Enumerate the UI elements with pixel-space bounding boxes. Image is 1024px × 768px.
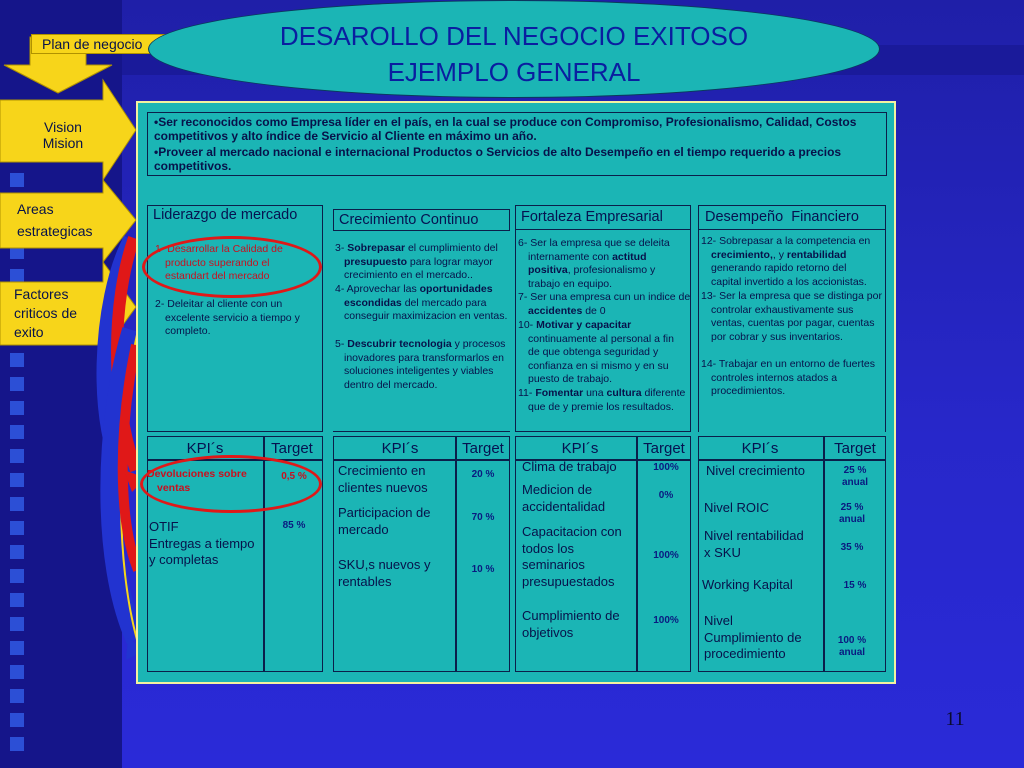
kpi-working-kapital: Working Kapital xyxy=(702,577,793,592)
bullet-2: •Proveer al mercado nacional e internacional Productos o Servicios de alto Desempeño en el tiempo requerido a precios competitivos. xyxy=(154,145,842,173)
factor-7: 7- Ser una empresa cun un indice de accidentes de 0 xyxy=(518,291,691,317)
kpi-participacion: Participacion de mercado xyxy=(338,505,431,537)
factor-14: 14- Trabajar en un entorno de fuertes controles internos atados a procedimientos. xyxy=(701,358,875,398)
target-otif: 85 % xyxy=(282,520,306,531)
factor-11: 11- Fomentar una cultura diferente que de y premie los resultados. xyxy=(518,387,686,413)
kpi-hline-2 xyxy=(333,459,510,461)
target-header-1: Target xyxy=(271,440,313,457)
kpi-crecimiento-clientes: Crecimiento en clientes nuevos xyxy=(338,463,428,495)
factor-12: 12- Sobrepasar a la competencia en crecimiento,, y rentabilidad generando rapido retorno del capital invertido a los accionistas. xyxy=(701,235,871,288)
kpi-nivel-roic: Nivel ROIC xyxy=(704,500,770,515)
page-title xyxy=(148,18,880,90)
kpi-hline-4 xyxy=(698,459,886,461)
kpi-header-2: KPI´s xyxy=(381,440,419,457)
areas-estrategicas-label: Areas estrategicas xyxy=(17,201,93,239)
factor-10: 10- Motivar y capacitar continuamente al personal a fin de que obtenga seguridad y confianza en si mismo y en su puesto de trabajo. xyxy=(518,319,674,386)
factor-5: 5- Descubrir tecnologia y procesos inovadores para transformarlos en soluciones inteligentes y viables dentro del mercado. xyxy=(335,338,506,391)
area-header-desempeno: Desempeño Financiero xyxy=(705,209,859,225)
kpi-clima: Clima de trabajo xyxy=(522,459,617,474)
kpi-cumplimiento-objetivos: Cumplimiento de objetivos xyxy=(522,608,620,640)
target-crecimiento-clientes: 20 % xyxy=(471,469,495,480)
area-header-crecimiento: Crecimiento Continuo xyxy=(339,212,479,228)
factor-1: 1- Desarrollar la Calidad de producto superando el estandart del mercado xyxy=(155,243,283,283)
factor-13: 13- Ser la empresa que se distinga por controlar exhaustivamente sus ventas, cuentas por pagar, cuentas por cobrar y sus inventarios. xyxy=(701,290,882,343)
target-devoluciones: 0,5 % xyxy=(281,471,307,482)
kpi-nivel-cumplimiento: Nivel Cumplimiento de procedimiento xyxy=(704,613,802,661)
target-nivel-rentabilidad: 35 % xyxy=(840,542,864,553)
area-header-fortaleza: Fortaleza Empresarial xyxy=(521,209,663,225)
target-sku-nuevos: 10 % xyxy=(471,564,495,575)
target-nivel-cumplimiento: 100 % anual xyxy=(837,635,867,658)
area-header-liderazgo: Liderazgo de mercado xyxy=(153,207,298,223)
bullet-1: •Ser reconocidos como Empresa líder en el país, en la cual se produce con Compromiso, Profesionalismo, Calidad, Costos competitivos y alto índice de Servicio al Cliente en máximo un año. xyxy=(154,115,857,143)
target-nivel-roic: 25 % anual xyxy=(838,502,866,525)
kpi-header-3: KPI´s xyxy=(561,440,599,457)
kpi-otif: OTIF Entregas a tiempo y completas xyxy=(149,519,255,567)
title-line-1: DESAROLLO DEL NEGOCIO EXITOSO xyxy=(279,21,749,51)
kpi-header-1: KPI´s xyxy=(186,440,224,457)
target-nivel-crecimiento: 25 % anual xyxy=(841,465,869,488)
kpi-devoluciones: Devoluciones sobre ventas xyxy=(147,468,247,494)
factor-4: 4- Aprovechar las oportunidades escondidas del mercado para conseguir maximizacion en ventas. xyxy=(335,283,508,323)
target-clima: 100% xyxy=(653,462,679,473)
vision-statement-box xyxy=(147,112,887,176)
highlight-circle-2 xyxy=(140,455,322,513)
kpi-nivel-crecimiento: Nivel crecimiento xyxy=(706,463,805,478)
target-capacitacion: 100% xyxy=(653,550,679,561)
page-number: 11 xyxy=(945,708,965,730)
target-working-kapital: 15 % xyxy=(843,580,867,591)
target-header-2: Target xyxy=(462,440,504,457)
kpi-header-4: KPI´s xyxy=(741,440,779,457)
factor-2: 2- Deleitar al cliente con un excelente servicio a tiempo y completo. xyxy=(155,298,300,338)
kpi-capacitacion: Capacitacion con todos los seminarios presupuestados xyxy=(522,524,622,589)
factores-criticos-label: Factores criticos de exito xyxy=(14,286,78,340)
flow-arrows xyxy=(0,0,140,768)
vision-mision-label: Vision Mision xyxy=(42,119,84,152)
plan-de-negocio-label: Plan de negocio xyxy=(31,34,205,54)
target-header-3: Target xyxy=(643,440,685,457)
title-line-2: EJEMPLO GENERAL xyxy=(387,57,641,87)
target-accidentalidad: 0% xyxy=(658,490,674,501)
highlight-circle-1 xyxy=(142,236,322,298)
kpi-sku-nuevos: SKU,s nuevos y rentables xyxy=(338,557,431,589)
target-header-4: Target xyxy=(834,440,876,457)
kpi-accidentalidad: Medicion de accidentalidad xyxy=(522,482,606,514)
factor-6: 6- Ser la empresa que se deleita internamente con actitud positiva, profesionalismo y trabajo en equipo. xyxy=(518,237,670,290)
kpi-nivel-rentabilidad: Nivel rentabilidad x SKU xyxy=(704,528,804,560)
target-participacion: 70 % xyxy=(471,512,495,523)
factor-3: 3- Sobrepasar el cumplimiento del presupuesto para lograr mayor crecimiento en el mercado.. xyxy=(335,242,498,282)
target-cumplimiento-objetivos: 100% xyxy=(653,615,679,626)
